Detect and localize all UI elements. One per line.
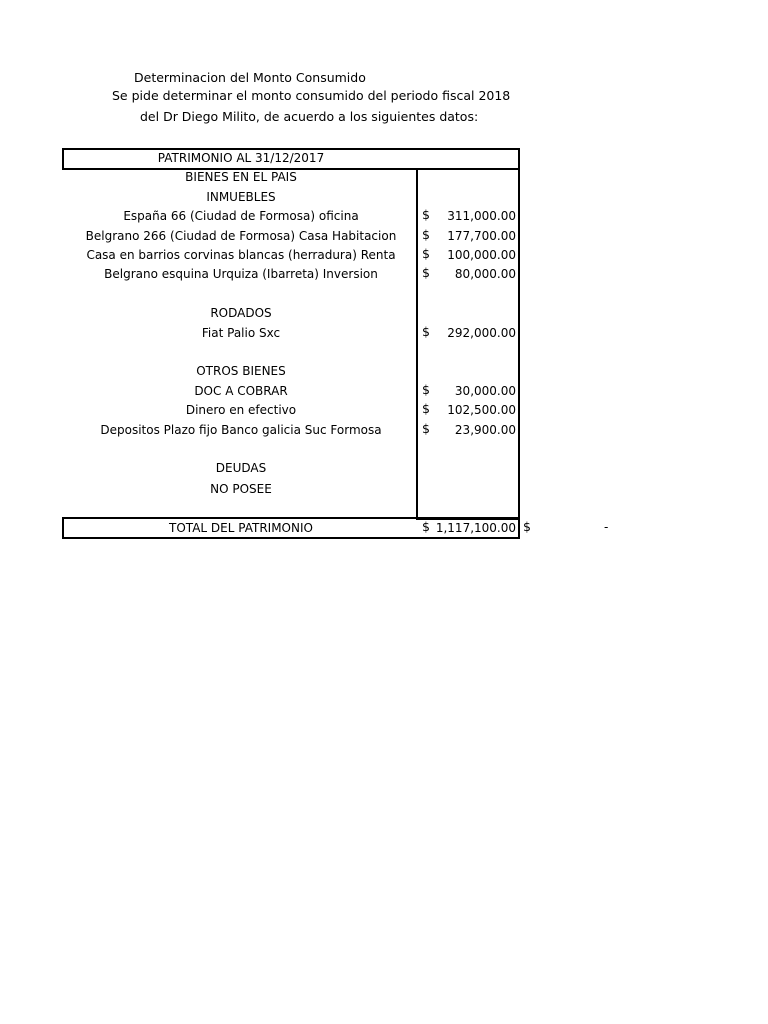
item-label: Belgrano esquina Urquiza (Ibarreta) Inversion [104, 267, 378, 281]
item-amount: 102,500.00 [447, 403, 516, 417]
item-amount: 292,000.00 [447, 326, 516, 340]
group-otros-bienes: OTROS BIENES [196, 364, 286, 378]
section-bienes: BIENES EN EL PAIS [185, 170, 297, 184]
currency-symbol: $ [422, 421, 430, 436]
group-inmuebles: INMUEBLES [206, 190, 276, 204]
deudas-status: NO POSEE [210, 482, 272, 496]
currency-symbol: $ [422, 227, 430, 242]
item-amount: 23,900.00 [454, 423, 516, 437]
header-title: Determinacion del Monto Consumido [134, 70, 366, 85]
extra-currency-symbol: $ [523, 519, 531, 534]
group-rodados: RODADOS [210, 306, 272, 320]
group-deudas: DEUDAS [215, 461, 267, 475]
item-amount: 311,000.00 [447, 209, 516, 223]
item-amount: 177,700.00 [447, 229, 516, 243]
item-amount: 100,000.00 [447, 248, 516, 262]
currency-symbol: $ [422, 324, 430, 339]
currency-symbol: $ [422, 265, 430, 280]
extra-value: - [604, 520, 609, 534]
item-label: DOC A COBRAR [194, 384, 288, 398]
currency-symbol: $ [422, 401, 430, 416]
total-label: TOTAL DEL PATRIMONIO [169, 521, 313, 535]
item-label: Fiat Palio Sxc [201, 326, 281, 340]
item-label: Casa en barrios corvinas blancas (herradura) Renta [86, 248, 396, 262]
currency-symbol: $ [422, 207, 430, 222]
item-label: Dinero en efectivo [185, 403, 297, 417]
item-amount: 30,000.00 [454, 384, 516, 398]
item-amount: 80,000.00 [454, 267, 516, 281]
item-label: Belgrano 266 (Ciudad de Formosa) Casa Habitacion [85, 229, 397, 243]
total-amount: 1,117,100.00 [435, 521, 516, 535]
total-currency-symbol: $ [422, 519, 430, 534]
currency-symbol: $ [422, 382, 430, 397]
currency-symbol: $ [422, 246, 430, 261]
header-instruction: Se pide determinar el monto consumido del periodo fiscal 2018 [112, 88, 511, 103]
item-label: España 66 (Ciudad de Formosa) oficina [123, 209, 359, 223]
header-subject: del Dr Diego Milito, de acuerdo a los siguientes datos: [140, 109, 479, 124]
item-label: Depositos Plazo fijo Banco galicia Suc Formosa [100, 423, 382, 437]
table-title: PATRIMONIO AL 31/12/2017 [157, 151, 325, 165]
